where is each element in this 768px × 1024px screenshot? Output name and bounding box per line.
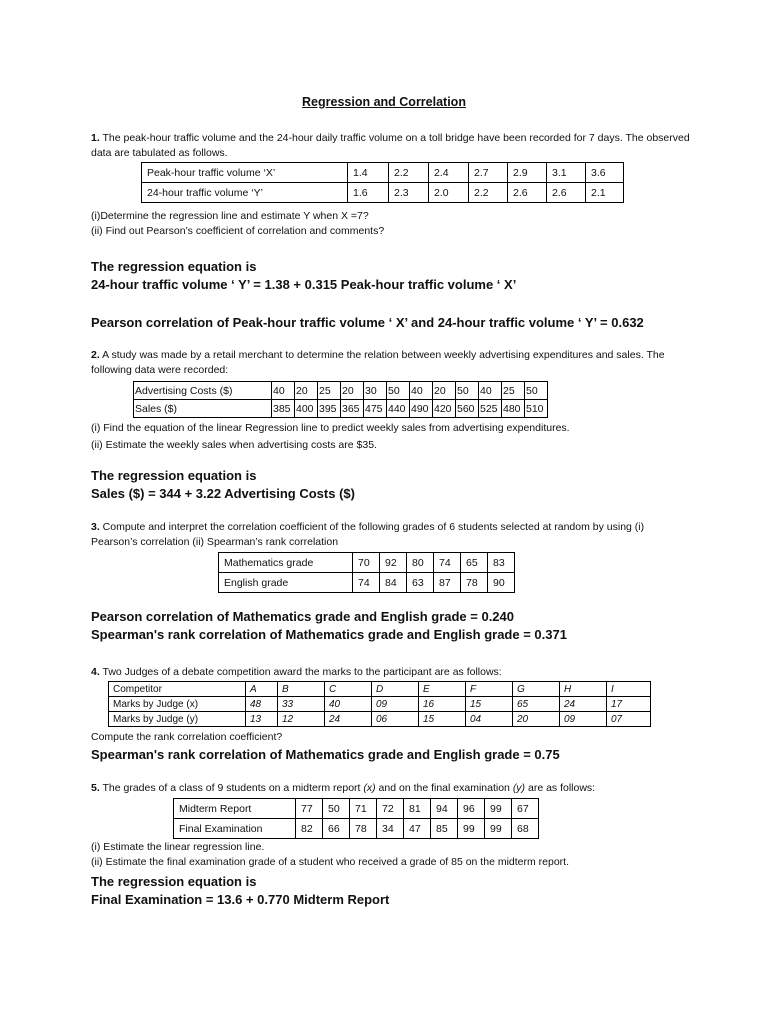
table-cell: 440 [387,400,410,418]
table-cell: B [278,682,325,697]
table-cell: 2.2 [469,183,508,203]
part-ii: (ii) Estimate the final examination grade of a student who received a grade of 85 on the midterm report. [91,856,570,868]
table-cell: 1.4 [348,163,389,183]
q4-table [108,681,651,727]
table-cell: 50 [387,382,410,400]
y-variable: (y) [512,782,526,794]
question-1-parts [91,209,691,239]
table-cell: F [466,682,513,697]
table-cell: 74 [353,573,380,593]
table-cell: 92 [380,553,407,573]
table-cell: 34 [377,819,404,839]
table-cell: 94 [431,799,458,819]
table-cell: 1.6 [348,183,389,203]
table-cell: 85 [431,819,458,839]
row-label: Marks by Judge (y) [109,712,246,727]
part-i: (i) Estimate the linear regression line. [91,841,265,853]
table-cell: 3.1 [547,163,586,183]
table-cell: 2.2 [389,163,429,183]
table-cell: 87 [434,573,461,593]
table-cell: 40 [325,697,372,712]
row-label: Peak-hour traffic volume ‘X’ [142,163,348,183]
table-cell: 2.6 [508,183,547,203]
part-i: Compute the rank correlation coefficient? [91,731,283,743]
question-4 [91,665,691,680]
table-cell: 72 [377,799,404,819]
table-cell: 15 [419,712,466,727]
table-cell: 24 [560,697,607,712]
question-5-parts [91,840,691,870]
table-cell: 400 [295,400,318,418]
table-cell: C [325,682,372,697]
table-cell: 84 [380,573,407,593]
question-number: 5. [91,782,100,794]
table-cell: 2.9 [508,163,547,183]
answer-1 [91,258,731,332]
x-variable: (x) [363,782,376,794]
table-cell: 33 [278,697,325,712]
table-cell: 40 [479,382,502,400]
question-2-parts [91,421,691,453]
table-cell: 20 [433,382,456,400]
table-cell: 25 [318,382,341,400]
question-number: 2. [91,349,100,361]
question-5-body: The grades of a class of 9 students on a midterm report [99,782,364,794]
answer-line: The regression equation is [91,874,257,889]
table-row [109,682,651,697]
answer-line: Pearson correlation of Peak-hour traffic volume ‘ X’ and 24-hour traffic volume ‘ Y’ = 0.632 [91,315,644,330]
part-i: (i)Determine the regression line and estimate Y when X =7? [91,210,369,222]
question-3 [91,520,691,550]
table-cell: 24 [325,712,372,727]
table-cell: 2.7 [469,163,508,183]
question-number: 4. [91,666,100,678]
table-cell: 06 [372,712,419,727]
question-5 [91,781,691,796]
table-row [174,799,539,819]
q5-table [173,798,539,839]
row-label: Competitor [109,682,246,697]
question-2-text [91,348,691,378]
table-cell: 50 [525,382,548,400]
question-1-body: The peak-hour traffic volume and the 24-hour daily traffic volume on a toll bridge have been recorded for 7 days. The observed data are tabulated as follows. [91,132,690,159]
part-ii: (ii) Find out Pearson’s coefficient of correlation and comments? [91,225,385,237]
table-cell: 80 [407,553,434,573]
table-cell: 365 [341,400,364,418]
question-3-text [91,520,691,550]
table-row [174,819,539,839]
part-ii: (ii) Estimate the weekly sales when advertising costs are $35. [91,439,377,451]
table-cell: 77 [296,799,323,819]
part-i: (i) Find the equation of the linear Regression line to predict weekly sales from advertising expenditures. [91,422,570,434]
answer-line: Spearman's rank correlation of Mathematics grade and English grade = 0.75 [91,747,560,762]
table-cell: 71 [350,799,377,819]
table-cell: 70 [353,553,380,573]
answer-3 [91,608,731,644]
table-cell: 48 [246,697,278,712]
table-cell: 63 [407,573,434,593]
question-5-body: and on the final examination [375,782,513,794]
table-cell: 385 [272,400,295,418]
table-row [142,183,624,203]
answer-line: The regression equation is [91,259,257,274]
table-cell: 25 [502,382,525,400]
table-cell: 475 [364,400,387,418]
q2-table [133,381,548,418]
answer-line: Final Examination = 13.6 + 0.770 Midterm Report [91,892,390,907]
table-row [219,553,515,573]
table-cell: 66 [323,819,350,839]
answer-line: 24-hour traffic volume ‘ Y’ = 1.38 + 0.315 Peak-hour traffic volume ‘ X’ [91,277,517,292]
table-cell: 3.6 [586,163,624,183]
table-cell: 04 [466,712,513,727]
table-cell: 510 [525,400,548,418]
table-cell: 2.6 [547,183,586,203]
row-label: Sales ($) [134,400,272,418]
table-row [219,573,515,593]
table-cell: 17 [607,697,651,712]
table-cell: 40 [272,382,295,400]
row-label: English grade [219,573,353,593]
question-5-body: are as follows: [525,782,596,794]
table-cell: 09 [372,697,419,712]
table-row [109,712,651,727]
table-cell: H [560,682,607,697]
table-cell: E [419,682,466,697]
table-cell: 96 [458,799,485,819]
answer-line: The regression equation is [91,468,257,483]
answer-4 [91,746,731,764]
question-number: 3. [91,521,100,533]
q3-table [218,552,515,593]
table-cell: 20 [513,712,560,727]
table-cell: 68 [512,819,539,839]
row-label: Marks by Judge (x) [109,697,246,712]
table-cell: 15 [466,697,513,712]
table-cell: 40 [410,382,433,400]
question-4-text [91,665,691,680]
table-cell: I [607,682,651,697]
answer-line: Spearman's rank correlation of Mathematics grade and English grade = 0.371 [91,627,567,642]
table-cell: 420 [433,400,456,418]
table-cell: 81 [404,799,431,819]
table-cell: 78 [461,573,488,593]
row-label: Advertising Costs ($) [134,382,272,400]
table-cell: 99 [458,819,485,839]
row-label: Mathematics grade [219,553,353,573]
table-cell: 50 [456,382,479,400]
table-cell: 30 [364,382,387,400]
table-row [142,163,624,183]
table-cell: 83 [488,553,515,573]
table-cell: 13 [246,712,278,727]
table-cell: 47 [404,819,431,839]
q1-table [141,162,624,203]
table-cell: 2.0 [429,183,469,203]
answer-line: Sales ($) = 344 + 3.22 Advertising Costs ($) [91,486,355,501]
question-1-text [91,131,691,161]
table-cell: A [246,682,278,697]
table-row [134,382,548,400]
page-title: Regression and Correlation [302,95,466,109]
question-2-body: A study was made by a retail merchant to determine the relation between weekly advertising expenditures and sales. The following data were recorded: [91,349,665,376]
answer-2 [91,467,731,503]
question-2 [91,348,691,378]
answer-5 [91,873,731,909]
table-cell: 490 [410,400,433,418]
table-cell: 82 [296,819,323,839]
table-row [109,697,651,712]
row-label: Final Examination [174,819,296,839]
question-3-body: Compute and interpret the correlation coefficient of the following grades of 6 students selected at random by using (i) Pearson’s correlation (ii) Spearman’s rank correlation [91,521,645,548]
table-cell: 50 [323,799,350,819]
table-row [134,400,548,418]
question-4-body: Two Judges of a debate competition award the marks to the participant are as follows: [99,666,502,678]
question-number: 1. [91,132,100,144]
table-cell: 20 [341,382,364,400]
table-cell: 09 [560,712,607,727]
answer-line: Pearson correlation of Mathematics grade and English grade = 0.240 [91,609,514,624]
table-cell: 99 [485,799,512,819]
table-cell: 65 [461,553,488,573]
table-cell: 78 [350,819,377,839]
table-cell: 2.1 [586,183,624,203]
table-cell: 525 [479,400,502,418]
table-cell: D [372,682,419,697]
table-cell: 16 [419,697,466,712]
table-cell: 395 [318,400,341,418]
table-cell: 2.4 [429,163,469,183]
question-5-text [91,781,691,796]
table-cell: 560 [456,400,479,418]
table-cell: 65 [513,697,560,712]
table-cell: 12 [278,712,325,727]
table-cell: 2.3 [389,183,429,203]
question-4-parts [91,730,691,745]
table-cell: 99 [485,819,512,839]
table-cell: 90 [488,573,515,593]
row-label: Midterm Report [174,799,296,819]
table-cell: 67 [512,799,539,819]
table-cell: G [513,682,560,697]
table-cell: 74 [434,553,461,573]
table-cell: 20 [295,382,318,400]
table-cell: 07 [607,712,651,727]
question-1 [91,131,691,161]
table-cell: 480 [502,400,525,418]
row-label: 24-hour traffic volume ‘Y’ [142,183,348,203]
